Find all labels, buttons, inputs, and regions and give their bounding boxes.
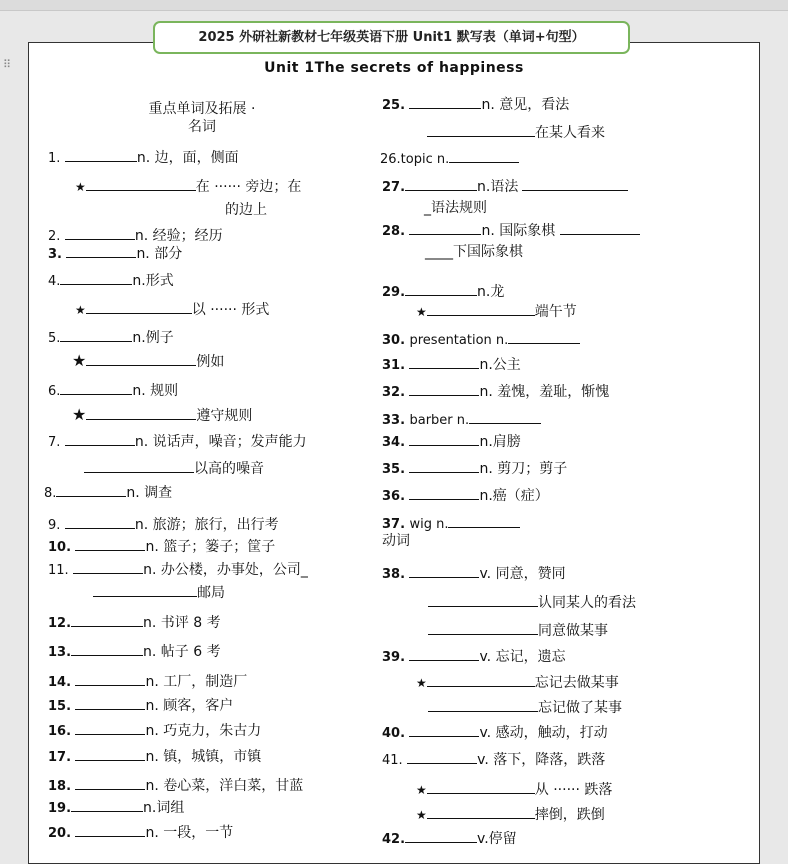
star-icon: ★ [416, 305, 427, 319]
list-item: 认同某人的看法 [428, 593, 636, 612]
blank-line[interactable] [428, 698, 538, 712]
list-item: 3. n. 部分 [48, 246, 183, 262]
list-item: 16. n. 巧克力，朱古力 [48, 723, 262, 739]
list-item: 7. n. 说话声，噪音；发声能力 [48, 434, 307, 450]
list-item: 34. n.肩膀 [382, 434, 521, 450]
list-item: 2. n. 经验；经历 [48, 228, 223, 244]
blank-line[interactable] [427, 780, 535, 794]
blank-line[interactable] [73, 560, 143, 574]
star-icon: ★ [75, 180, 86, 194]
blank-line[interactable] [427, 302, 535, 316]
blank-line[interactable] [71, 613, 143, 627]
blank-line[interactable] [93, 583, 197, 597]
blank-line[interactable] [75, 776, 145, 790]
list-item: 26.topic n. [380, 149, 519, 169]
blank-line[interactable] [65, 148, 137, 162]
blank-line[interactable] [60, 328, 132, 342]
blank-line[interactable] [66, 244, 136, 258]
list-item: 35. n. 剪刀；剪子 [382, 461, 568, 477]
blank-line[interactable] [75, 696, 145, 710]
star-icon: ★ [416, 783, 427, 797]
blank-line[interactable] [65, 226, 135, 240]
blank-line[interactable] [405, 177, 477, 191]
window-top-bar [0, 0, 788, 11]
blank-line[interactable] [75, 537, 145, 551]
blank-line[interactable] [449, 149, 519, 163]
list-item: 11. n. 办公楼，办事处，公司_ [48, 562, 308, 578]
list-item: 27. n.语法 [382, 177, 628, 197]
blank-line[interactable] [75, 721, 145, 735]
list-item: 19. n.词组 [48, 800, 185, 816]
list-item: 6. n. 规则 [48, 383, 179, 399]
list-item: ★ 摔倒，跌倒 [416, 807, 605, 823]
blank-line[interactable] [56, 483, 126, 497]
list-item: 18. n. 卷心菜，洋白菜，甘蓝 [48, 778, 304, 794]
list-item: ★ 遵守规则 [72, 405, 253, 424]
blank-line[interactable] [560, 221, 640, 235]
list-item: 12. n. 书评 8 考 [48, 615, 221, 631]
blank-line[interactable] [71, 798, 143, 812]
blank-line[interactable] [409, 221, 481, 235]
blank-line[interactable] [448, 514, 520, 528]
blank-line[interactable] [409, 459, 479, 473]
blank-line[interactable] [508, 330, 580, 344]
list-item: 同意做某事 [428, 621, 608, 640]
blank-line[interactable] [469, 410, 541, 424]
unit-subtitle: Unit 1The secrets of happiness [264, 60, 524, 76]
star-icon: ★ [72, 405, 87, 424]
blank-line[interactable] [409, 432, 479, 446]
blank-line[interactable] [409, 382, 479, 396]
list-item: 9. n. 旅游；旅行，出行考 [48, 517, 279, 533]
list-item: ★ 端午节 [416, 304, 577, 320]
blank-line[interactable] [428, 621, 538, 635]
star-icon: ★ [75, 303, 86, 317]
list-item: 在某人看来 [427, 123, 605, 142]
blank-line[interactable] [405, 829, 477, 843]
section-heading-nouns: 重点单词及拓展 · 名词 [148, 101, 256, 135]
list-item: 40. v. 感动，触动，打动 [382, 725, 608, 741]
list-item: ★ 例如 [72, 351, 225, 370]
list-item: 39. v. 忘记，遗忘 [382, 649, 566, 665]
list-item-continuation: ____下国际象棋 [425, 244, 523, 260]
blank-line[interactable] [86, 300, 192, 314]
list-item-continuation: _语法规则 [424, 200, 487, 216]
list-item: 28. n. 国际象棋 [382, 221, 640, 241]
blank-line[interactable] [409, 95, 481, 109]
blank-line[interactable] [427, 123, 535, 137]
list-item: 8. n. 调查 [44, 485, 173, 501]
blank-line[interactable] [409, 355, 479, 369]
list-item-continuation: 的边上 [225, 202, 267, 218]
blank-line[interactable] [522, 177, 628, 191]
list-item: 29. n.龙 [382, 284, 505, 300]
blank-line[interactable] [71, 642, 143, 656]
list-item: ★ 在 ······ 旁边；在 [75, 179, 302, 195]
list-item: 14. n. 工厂，制造厂 [48, 674, 248, 690]
list-item: 25. n. 意见，看法 [382, 97, 570, 113]
list-item: 以高的噪音 [84, 459, 264, 478]
list-item: 13. n. 帖子 6 考 [48, 644, 221, 660]
list-item: 20. n. 一段，一节 [48, 825, 234, 841]
list-item: 42. v.停留 [382, 831, 517, 847]
list-item: 33. barber n. [382, 410, 541, 430]
blank-line[interactable] [405, 282, 477, 296]
star-icon: ★ [72, 351, 87, 370]
list-item: 5. n.例子 [48, 330, 174, 346]
list-item: 30. presentation n. [382, 330, 580, 350]
blank-line[interactable] [86, 177, 196, 191]
blank-line[interactable] [75, 747, 145, 761]
list-item: 38. v. 同意，赞同 [382, 566, 566, 582]
list-item: 37. wig n. [382, 514, 520, 534]
blank-line[interactable] [65, 515, 135, 529]
list-item: 1. n. 边，面，侧面 [48, 150, 239, 166]
blank-line[interactable] [427, 673, 535, 687]
list-item: 31. n.公主 [382, 357, 521, 373]
blank-line[interactable] [60, 271, 132, 285]
star-icon: ★ [416, 676, 427, 690]
list-item: ★ 忘记去做某事 [416, 675, 619, 691]
list-item: 17. n. 镇，城镇，市镇 [48, 749, 262, 765]
blank-line[interactable] [86, 352, 196, 366]
drag-handle-icon[interactable]: ⠿ [3, 58, 13, 71]
list-item: 41. v. 落下，降落，跌落 [382, 752, 606, 768]
list-item: 32. n. 羞愧，羞耻，惭愧 [382, 384, 610, 400]
blank-line[interactable] [409, 564, 479, 578]
blank-line[interactable] [409, 647, 479, 661]
blank-line[interactable] [427, 805, 535, 819]
star-icon: ★ [416, 808, 427, 822]
blank-line[interactable] [84, 459, 194, 473]
document-title: 2025 外研社新教材七年级英语下册 Unit1 默写表（单词+句型） [153, 21, 630, 54]
list-item: ★ 以 ······ 形式 [75, 302, 270, 318]
list-item: 邮局 [93, 583, 225, 602]
blank-line[interactable] [60, 381, 132, 395]
blank-line[interactable] [407, 750, 477, 764]
blank-line[interactable] [75, 823, 145, 837]
list-item: 15. n. 顾客，客户 [48, 698, 234, 714]
section-heading-verbs: 动词 [382, 533, 410, 549]
list-item: ★ 从 ······ 跌落 [416, 782, 613, 798]
blank-line[interactable] [428, 593, 538, 607]
blank-line[interactable] [75, 672, 145, 686]
blank-line[interactable] [65, 432, 135, 446]
list-item: 10. n. 篮子；篓子；筐子 [48, 539, 276, 555]
list-item: 忘记做了某事 [428, 698, 622, 717]
blank-line[interactable] [409, 486, 479, 500]
list-item: 4. n.形式 [48, 273, 174, 289]
list-item: 36. n.癌（症） [382, 488, 549, 504]
blank-line[interactable] [86, 406, 196, 420]
blank-line[interactable] [409, 723, 479, 737]
